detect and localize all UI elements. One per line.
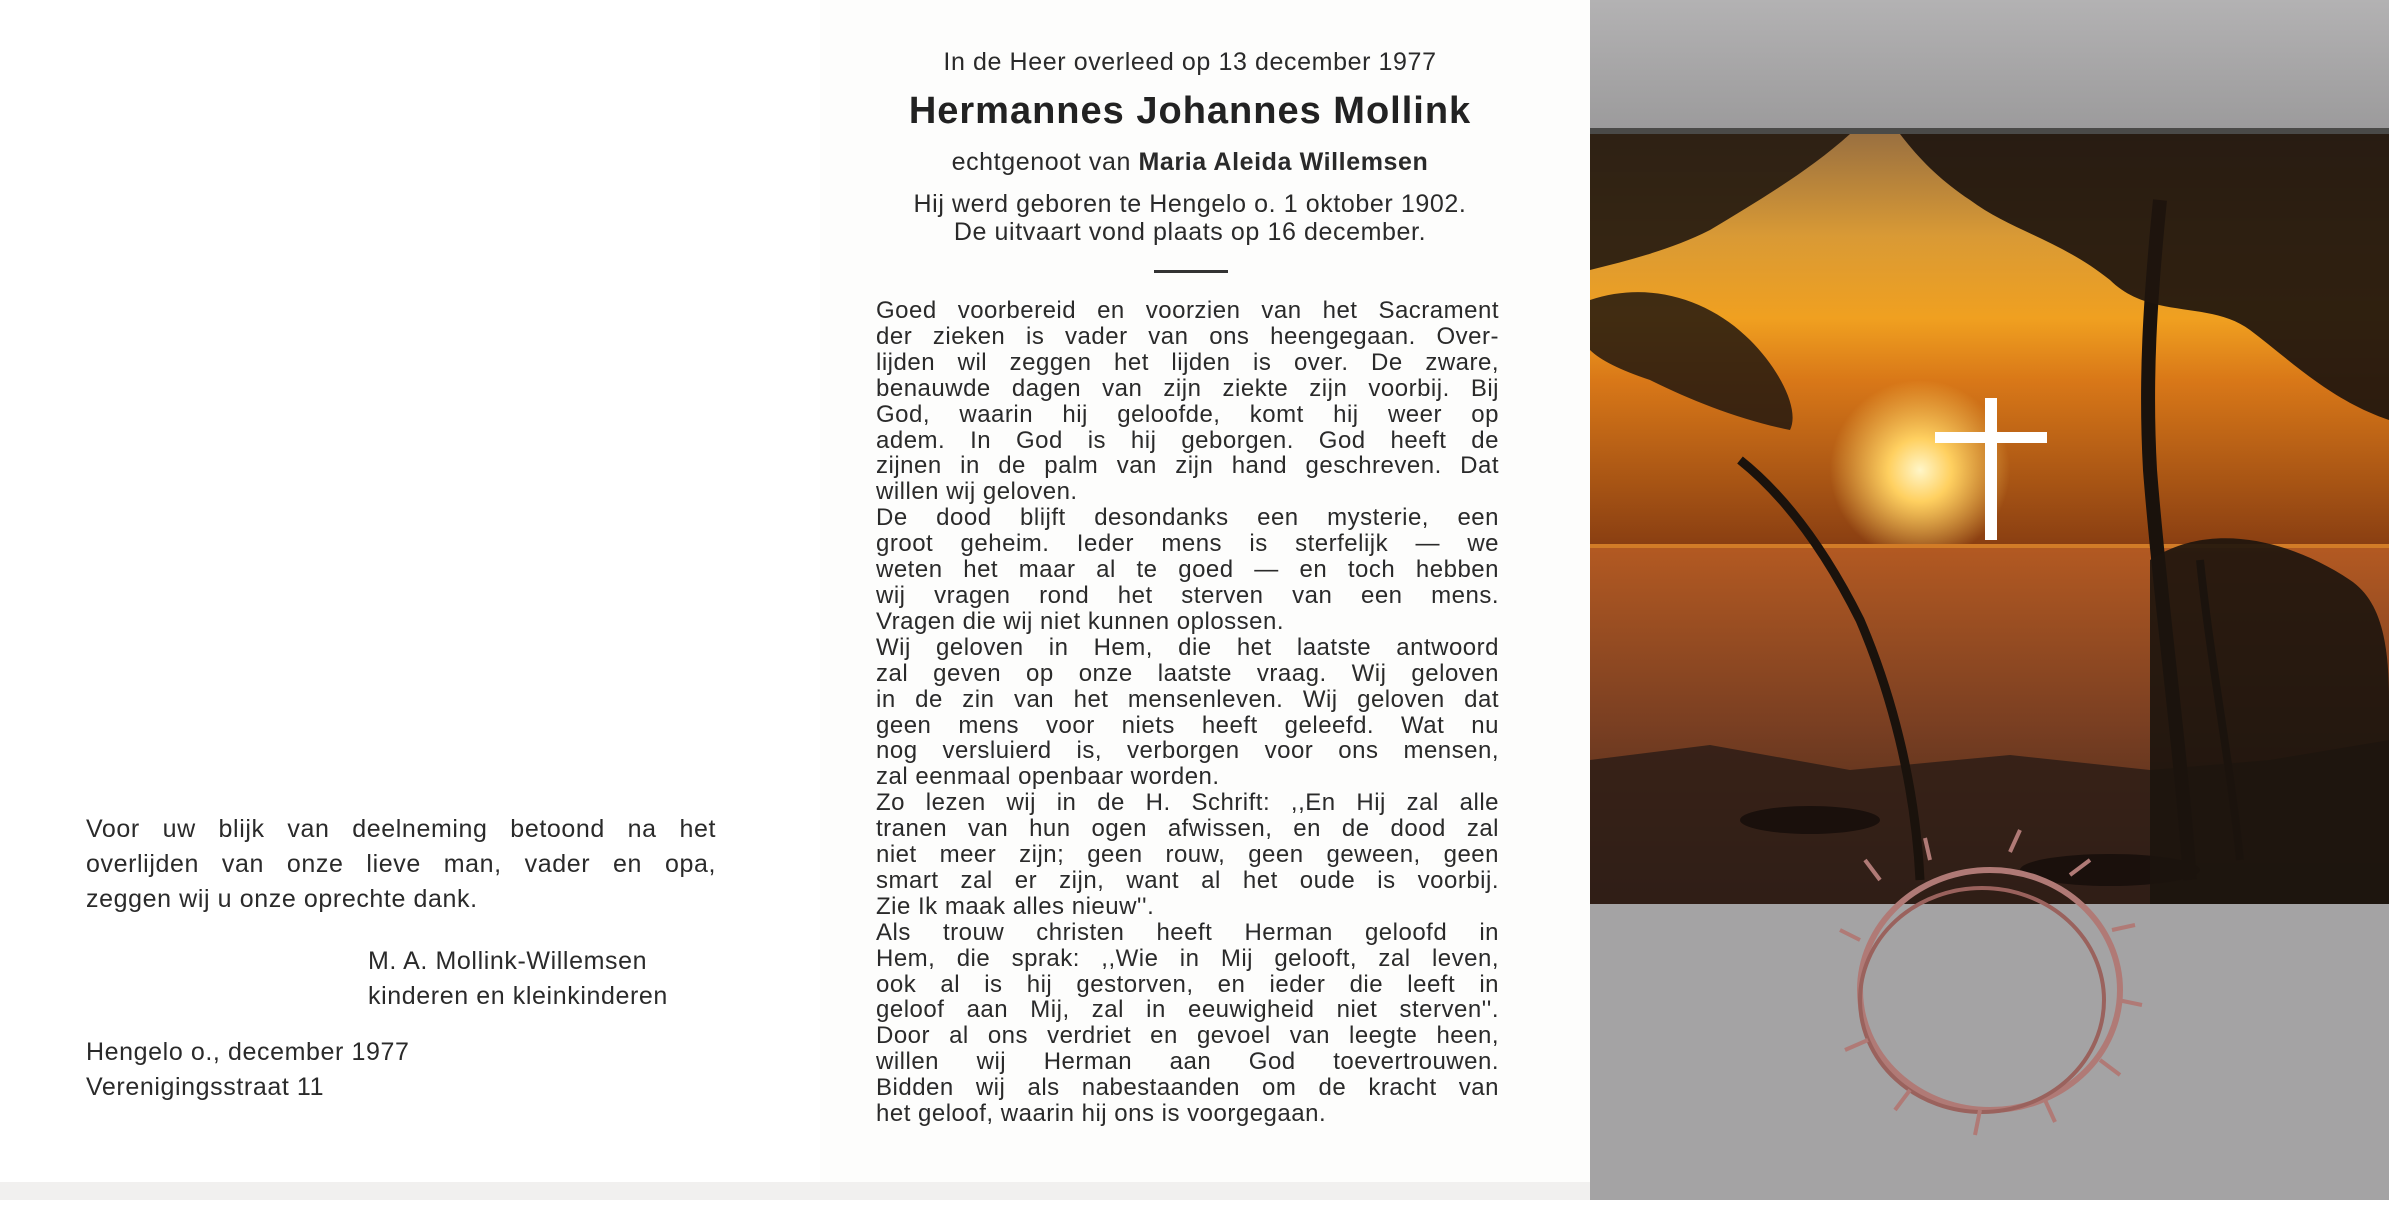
signature-family: kinderen en kleinkinderen [368,982,668,1010]
rock [1740,806,1880,834]
divider-rule [1154,270,1228,273]
text-line: Zo lezen wij in de H. Schrift: ,,En Hij zal alle [876,789,1499,817]
place-date [86,1035,410,1105]
cross-horizontal [1935,432,2047,443]
text-line: Goed voorbereid en voorzien van het Sacrament [876,297,1499,324]
text-line: wij vragen rond het sterven van een mens. [876,581,1499,609]
text-line: smart zal er zijn, want al het oude is voorbij. [876,866,1499,894]
text-line: geen mens voor niets heeft geleefd. Wat nu [876,711,1499,739]
text-line: nog versluierd is, verborgen voor ons mensen, [876,737,1499,765]
text-line: zijnen in de palm van zijn hand geschreven. Dat [876,452,1499,480]
sun-glow [1830,380,2010,560]
text-line: ook al is hij gestorven, en ieder die leeft in [876,970,1499,998]
cross-vertical [1985,398,1997,540]
text-line: adem. In God is hij geborgen. God heeft de [876,426,1499,454]
text-line: Bidden wij als nabestaanden om de kracht van [876,1074,1499,1102]
text-line: het geloof, waarin hij ons is voorgegaan. [876,1100,1327,1128]
text-line: tranen van hun ogen afwissen, en de dood zal [876,815,1499,843]
text-line: Als trouw christen heeft Herman geloofd in [876,918,1499,946]
thanks-text [86,812,716,917]
text-line: God, waarin hij geloofde, komt hij weer op [876,400,1499,428]
bottom-edge [0,1182,1590,1200]
text-line: in de zin van het mensenleven. Wij geloven dat [876,685,1499,713]
memorial-text [876,298,1499,1127]
thanks-line: Voor uw blijk van deelneming betoond na het [86,815,716,843]
text-line: Door al ons verdriet en gevoel van leegte heen, [876,1022,1499,1050]
text-line: zal geven op onze laatste vraag. Wij geloven [876,659,1499,687]
spouse-name: Maria Aleida Willemsen [1138,148,1429,176]
signature [368,944,668,1014]
text-line: Wij geloven in Hem, die het laatste antwoord [876,633,1499,661]
place-date-line: Hengelo o., december 1977 [86,1038,410,1066]
text-line: De dood blijft desondanks een mysterie, een [876,504,1499,532]
spouse-line [860,148,1520,177]
address-line: Verenigingsstraat 11 [86,1073,325,1101]
text-line: Zie Ik maak alles nieuw''. [876,892,1155,920]
text-line: Vragen die wij niet kunnen oplossen. [876,607,1285,635]
death-notice: In de Heer overleed op 13 december 1977 [943,48,1437,76]
cover-panel [1590,0,2389,1200]
birth-line: Hij werd geboren te Hengelo o. 1 oktober 1902. [913,190,1467,218]
text-line: weten het maar al te goed — en toch hebben [876,556,1499,584]
text-line: der zieken is vader van ons heengegaan. Over- [876,322,1499,350]
thanks-line: zeggen wij u onze oprechte dank. [86,885,478,913]
foliage [2150,538,2389,904]
text-line: willen wij Herman aan God toevertrouwen. [876,1048,1499,1076]
grey-bottom-band [1590,904,2389,1200]
signature-name: M. A. Mollink-Willemsen [368,947,648,975]
cover-photo [1590,0,2389,1200]
text-line: Hem, die sprak: ,,Wie in Mij gelooft, zal leven, [876,944,1499,972]
text-line: niet meer zijn; geen rouw, geen geween, geen [876,841,1499,869]
text-line: willen wij geloven. [876,478,1078,506]
spouse-prefix: echtgenoot van [951,148,1131,176]
funeral-line: De uitvaart vond plaats op 16 december. [953,218,1427,246]
text-line: benauwde dagen van zijn ziekte zijn voorbij. Bij [876,374,1499,402]
grey-top-band [1590,0,2389,128]
deceased-name: Hermannes Johannes Mollink [908,90,1472,132]
text-line: lijden wil zeggen het lijden is over. De zware, [876,348,1499,376]
text-line: groot geheim. Ieder mens is sterfelijk — we [876,530,1499,558]
top-divider [1590,128,2389,134]
thanks-line: overlijden van onze lieve man, vader en opa, [86,850,716,878]
text-line: zal eenmaal openbaar worden. [876,763,1220,791]
text-line: geloof aan Mij, zal in eeuwigheid niet sterven''. [876,996,1499,1024]
